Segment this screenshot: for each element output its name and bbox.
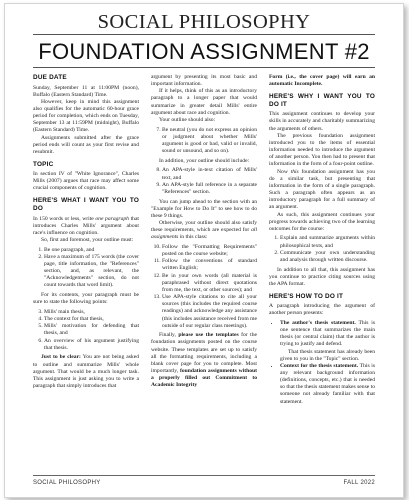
topic-heading: TOPIC [33,160,54,168]
why-heading: HERE'S WHY I WANT YOU TO DO IT [269,92,375,108]
word-limit-text: In 150 words or less, write one paragraph that introduces Charles Mills' argument about race's influence on cognition. [33,215,139,236]
incomplete-text: Form (i.e., the cover page) will earn an automatic Incomplete. [269,74,375,88]
neutral-list [151,127,257,156]
paragraph-presents-text: A paragraph introducing the argument of another person presents: [269,303,375,317]
class-requirements-list [151,244,257,330]
list-item: 12. Be in your own words (all material is paraphrased without direct quotations from me, the text, or other sources); and [162,273,257,294]
list-item: 1. Explain and summarize arguments within philosophical texts, and [280,235,375,249]
requirements-list [33,247,139,290]
late-policy-text: Assignments submitted after the grace period ends will count as your first revise and resubmit. [33,134,139,155]
list-item: 9. An APA-style full reference in a separate "References" section. [162,182,257,196]
contents-text: For its contents, your paragraph must be sure to state the following points: [33,292,139,306]
title-rule [33,67,375,68]
footer-course: SOCIAL PHILOSOPHY [33,480,101,486]
list-item: 3. Mills' main thesis, [44,309,139,316]
list-item: 1. Be one paragraph, and [44,247,139,254]
list-item: 2. Have a maximum of 175 words (the cover page, title information, the "References" section, and, as relevant, the "Acknowledgements" section, do not count towards that word limit). [44,254,139,290]
footer-rule [33,475,375,476]
topic-text: In section IV of "White Ignorance", Charles Mills (2007) argues that race may affect some crucial components of cognition. [33,171,139,192]
apa-practice-text: In addition to all that, this assignment has you continue to practice citing sources using the APA format. [269,266,375,287]
due-date-heading: DUE DATE [33,74,67,81]
clarification-text: Just to be clear: You are not being asked to outline and summarize Mills' whole argument. That would be a much longer task. This assignment is just asking you to write a paragraph that simply introduces that [33,354,139,389]
templates-text: Finally, please use the templates for the foundation assignments posted on the course website. These templates are set up to satisfy all the formatting requirements, including a blank cover page for you to complete. Most importantly, foundation assignments without a properly filled out Commitment to Academic Integrity [151,332,257,389]
outline-must-text: So, first and foremost, your outline must: [41,237,134,243]
learning-outcomes-text: As such, this assignment continues your progress towards achieving two of the learning outcomes for the course: [269,211,375,232]
due-date-text: Sunday, September 11 at 11:00PM (noon), Buffalo (Eastern Standard) Time. [33,84,139,98]
continued-text: argument by presenting its most basic and important information. [151,74,257,88]
list-item: 4. The context for that thesis, [44,316,139,323]
what-heading: HERE'S WHAT I WANT YOU TO DO [33,197,139,213]
jump-ahead-text: You can jump ahead to the section with an "Example for How to Do It" to see how to do these 9 things. [151,198,257,219]
grace-period-text: However, keep in mind this assignment also qualifies for the automatic 60-hour grace period for completion, which ends on Tuesday, September 13 at 11:59PM (midnight), Buffalo (Eastern Standard) Time. [33,98,139,134]
course-series-title: SOCIAL PHILOSOPHY [97,11,311,33]
list-item: 6. An overview of his argument justifying that thesis. [44,338,139,352]
how-heading: HERE'S HOW TO DO IT [269,292,344,300]
skills-text: This assignment continues to develop your skills in accurately and charitably summarizing the arguments of others. [269,111,375,132]
previous-assignment-text: The previous foundation assignment introduced you to the items of essential information needed to introduce the argument of another person. You then had to present that information in the form of a four-point outline. [269,132,375,168]
points-list [33,309,139,352]
outcomes-list [269,235,375,264]
paragraph-parts-list [269,320,375,406]
column-2 [151,74,257,469]
all-assignments-text: Otherwise, your outline should also satisfy these requirements, which are expected for all assignments in this class: [151,219,257,241]
top-rule [33,34,375,35]
column-3 [269,74,375,469]
list-item: 2. Communicate your own understanding and analysis through written discourse. [280,250,375,264]
list-item: • Context for the thesis statement. This is any relevant background information (definitions, concepts, etc.) that is needed so that the thesis statement makes sense to someone not already familiar with that statement. [280,363,375,406]
footer-term: FALL 2022 [343,480,375,486]
list-item: 5. Mills' motivation for defending that thesis, and [44,323,139,337]
citation-list [151,167,257,196]
list-item: 13. Use APA-style citations to cite all your sources (this includes the required course readings) and acknowledge any assistance (this includes assistance received from me outside of our regular class meetings). [162,294,257,330]
list-item: • The author's thesis statement. This is one sentence that summarizes the main thesis (or central claim) that the author is trying to justify and defend. That thesis statement has already been given to you in the "Topic" section. [280,320,375,363]
this-assignment-text: Now this foundation assignment has you do a similar task, but presenting that information in the form of a single paragraph. Such a paragraph often appears as an introductory paragraph for a full summary of an argument. [269,168,375,211]
intro-paragraph-text: If it helps, think of this as an introductory paragraph to a longer paper that would summarize in greater detail Mills' entire argument about race and cognition. [151,88,257,116]
outline-also-text: Your outline should also: [159,116,216,123]
list-item: 8. An APA-style in-text citation of Mills' text, and [162,167,257,181]
assignment-title: FOUNDATION ASSIGNMENT #2 [38,39,370,64]
list-item: 11. Follow the conventions of standard written English; [162,258,257,272]
column-1 [33,74,139,469]
assignment-page [4,3,404,498]
list-item: 10. Follow the "Formatting Requirements" posted on the course website; [162,244,257,258]
list-item: 7. Be neutral (you do not express an opinion or judgment about whether Mills' argument is good or bad, valid or invalid, sound or unsound, and so on). [162,127,257,156]
include-text: In addition, your outline should include: [159,157,250,164]
